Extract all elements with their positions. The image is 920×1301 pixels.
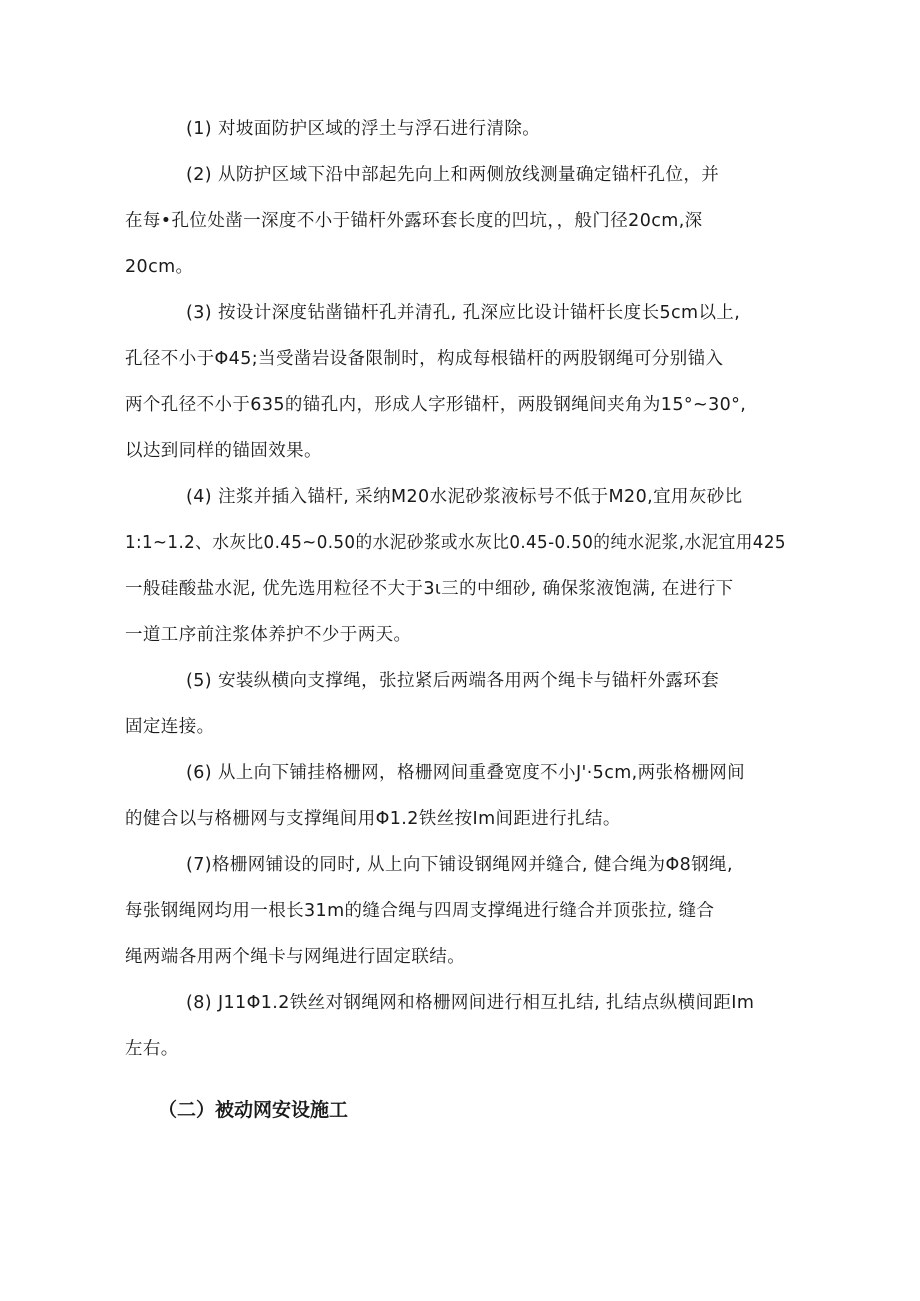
text-line: (8) J11Φ1.2铁丝对钢绳网和格栅网间进行相互扎结, 扎结点纵横间距Im	[186, 993, 755, 1013]
text-line: (2) 从防护区域下沿中部起先向上和两侧放线测量确定锚杆孔位，并	[186, 165, 720, 185]
text-line: 的健合以与格栅网与支撑绳间用Φ1.2铁丝按Im间距进行扎结。	[125, 809, 621, 829]
text-line: 在每•孔位处凿一深度不小于锚杆外露环套长度的凹坑，，般门径20cm,深	[125, 211, 703, 231]
text-line: 绳两端各用两个绳卡与网绳进行固定联结。	[125, 947, 466, 967]
text-line: (7)格栅网铺设的同时, 从上向下铺设钢绳网并缝合, 健合绳为Φ8钢绳,	[186, 855, 733, 875]
text-line: 左右。	[125, 1039, 179, 1059]
text-line: 20cm。	[125, 257, 194, 277]
text-line: 一般硅酸盐水泥, 优先选用粒径不大于3ι三的中细砂, 确保浆液饱满, 在进行下	[125, 579, 734, 599]
text-line: 固定连接。	[125, 717, 215, 737]
text-line: 一道工序前注浆体养护不少于两天。	[125, 625, 412, 645]
text-line: 孔径不小于Φ45;当受凿岩设备限制时，构成每根锚杆的两股钢绳可分别锚入	[125, 349, 724, 369]
text-line: 1:1~1.2、水灰比0.45~0.50的水泥砂浆或水灰比0.45-0.50的纯水泥浆,水泥宜用425	[125, 533, 786, 553]
text-line: (3) 按设计深度钻凿锚杆孔并清孔, 孔深应比设计锚杆长度长5cm以上,	[186, 303, 741, 323]
text-line: (6) 从上向下铺挂格栅网，格栅网间重叠宽度不小J'·5cm,两张格栅网间	[186, 763, 746, 783]
text-line: (1) 对坡面防护区域的浮土与浮石进行清除。	[186, 119, 541, 139]
section-heading: （二）被动网安设施工	[158, 1099, 349, 1121]
text-line: 两个孔径不小于635的锚孔内，形成人字形锚杆，两股钢绳间夹角为15°~30°,	[125, 395, 747, 415]
text-line: 每张钢绳网均用一根长31m的缝合绳与四周支撑绳进行缝合并顶张拉, 缝合	[125, 901, 715, 921]
text-line: (4) 注浆并插入锚杆, 采纳M20水泥砂浆液标号不低于M20,宜用灰砂比	[186, 487, 743, 507]
text-line: 以达到同样的锚固效果。	[125, 441, 322, 461]
text-line: (5) 安装纵横向支撑绳，张拉紧后两端各用两个绳卡与锚杆外露环套	[186, 671, 720, 691]
